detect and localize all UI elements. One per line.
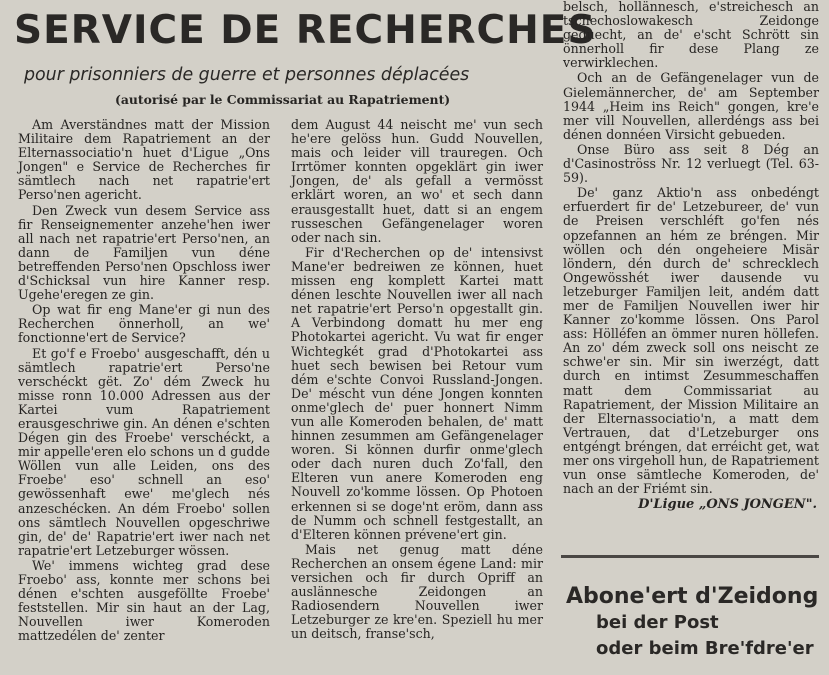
- headline: SERVICE DE RECHERCHES: [14, 8, 597, 53]
- paragraph: Mais net genug matt déne Recherchen an onsem égene Land: mir versichen och fir durch Opriff an auslännesche Zeidongen an Radiosendern Nouvellen iwer Letzeburger ze kre'en. Speziell hu mer un deitsch, franse'sch,: [291, 541, 543, 642]
- paragraph: belsch, hollännesch, e'streichesch an tschechoslowakesch Zeidonge geduecht, an de' e'scht Schrött sin önnerholl fir dese Plang ze verwirklechen.: [563, 0, 819, 71]
- paragraph: dem August 44 neischt me' vun sech he'ere gelöss hun. Gudd Nouvellen, mais och leider vill trauregen. Och Irrtömer konnten opgeklärt gin iwer Jongen, de' als gefall a vermösst erklärt woren, an wo' et sech dann erausgestallt huet, datt si an engem russeschen Gefängenelager woren oder nach sin.: [291, 117, 543, 245]
- paragraph: Op wat fir eng Mane'er gi nun des Recherchen önnerholl, an we' fonctionne'ert de Service?: [18, 302, 270, 346]
- subscribe-ad-heading: Abone'ert d'Zeidong: [566, 584, 819, 609]
- signature: D'Ligue „ONS JONGEN".: [638, 497, 817, 513]
- subscribe-ad-line: bei der Post: [596, 612, 719, 633]
- paragraph: Am Averständnes matt der Mission Militaire dem Rapatriement an der Elternassociatio'n huet d'Ligue „Ons Jongen" e Service de Recherches fir sämtlech nach net rapatrie'ert Perso'nen agericht.: [18, 117, 270, 203]
- article-column-3: [563, 0, 819, 512]
- paragraph: De' ganz Aktio'n ass onbedéngt erfuerdert fir de' Letzebureer, de' vun de Preisen verschléft go'fen nés opzefannen an hém ze bréngen. Mir wöllen och dén ongeheiere Misär löndern, dén durch de' schrecklech Ongewösshét iwer dausende vu letzeburger Familjen leit, andém datt mer de Familjen Nouvellen iwer hir Kanner zo'komme lössen. Ons Parol ass: Hölléfen an ömmer nuren höllefen. An zo' dém zweck soll ons neischt ze schwe'er sin. Mir sin iwerzégt, datt durch en intimst Zesummeschaffen matt dem Commissariat au Rapatriement, der Mission Militaire an der Elternassociatio'n, a matt dem Vertrauen, dat d'Letzeburger ons entgéngt bréngen, dat erréicht get, wat mer ons virgeholl hun, de Rapatriement vun onse sämtleche Komeroden, de' nach an der Friémt sin.: [563, 185, 819, 497]
- article-column-2: [291, 118, 543, 642]
- divider-rule: [561, 555, 819, 558]
- paragraph: Et go'f e Froebo' ausgeschafft, dén u sämtlech rapatrie'ert Perso'ne verschéckt gët. Zo' dém Zweck hu misse ronn 10.000 Adressen aus der Kartei vum Rapatriement erausgeschriwe gin. An dénen e'schten Dégen gin des Froebe' verschéckt, a mir appelle'eren elo schons un d gudde Wöllen vun alle Leiden, ons des Froebe' eso' schnell an eso' gewössenhaft ewe' me'glech nés anzeschécken. An dém Froebo' sollen ons sämtlech Nouvellen opgeschriwe gin, de' de' Rapatrie'ert iwer nach net rapatrie'ert Letzeburger wössen.: [18, 345, 270, 558]
- paragraph: Den Zweck vun desem Service ass fir Renseignementer anzehe'hen iwer all nach net rapatrie'ert Perso'nen, an dann de Familjen vun déne betreffenden Perso'nen Opschloss iwer d'Schicksal vun hire Kanner resp. Ugehe'eregen ze gin.: [18, 202, 270, 303]
- subscribe-ad-line: oder beim Bre'fdre'er: [596, 638, 814, 659]
- paragraph: Onse Büro ass seit 8 Dég an d'Casinoströss Nr. 12 verluegt (Tel. 63-59).: [563, 141, 819, 186]
- authorization-note: (autorisé par le Commissariat au Rapatriement): [115, 92, 451, 107]
- subheadline: pour prisonniers de guerre et personnes déplacées: [24, 65, 470, 85]
- article-column-1: [18, 118, 270, 644]
- paragraph: Fir d'Recherchen op de' intensivst Mane'er bedreiwen ze können, huet missen eng komplett Kartei matt dénen leschte Nouvellen iwer all nach net rapatrie'ert Perso'n opgestallt gin. A Verbindong domatt hu mer eng Photokartei agericht. Vu wat fir enger Wichtegkét grad d'Photokartei ass huet sech bewisen bei Retour vum dém e'schte Convoi Russland-Jongen. De' méscht vun déne Jongen konnten onme'glech de' puer honnert Nimm vun alle Komeroden behalen, de' matt hinnen zesummen am Gefängenelager woren. Si können durfir onme'glech oder dach nuren duch Zo'fall, den Elteren vun anere Komeroden eng Nouvell zo'komme lössen. Op Photoen erkennen si se doge'nt eröm, dann ass de Numm och schnell festgestallt, an d'Elteren können prévene'ert gin.: [291, 244, 543, 542]
- paragraph: Och an de Gefängenelager vun de Gielemännercher, de' am September 1944 „Heim ins Reich" gongen, kre'e mer vill Nouvellen, allerdéngs ass bei dénen donnéen Virsicht gebueden.: [563, 70, 819, 142]
- paragraph: We' immens wichteg grad dese Froebo' ass, konnte mer schons bei dénen e'schten ausgeföllte Froebe' feststellen. Mir sin haut an der Lag, Nouvellen iwer Komeroden mattzedélen de' zenter: [18, 557, 270, 644]
